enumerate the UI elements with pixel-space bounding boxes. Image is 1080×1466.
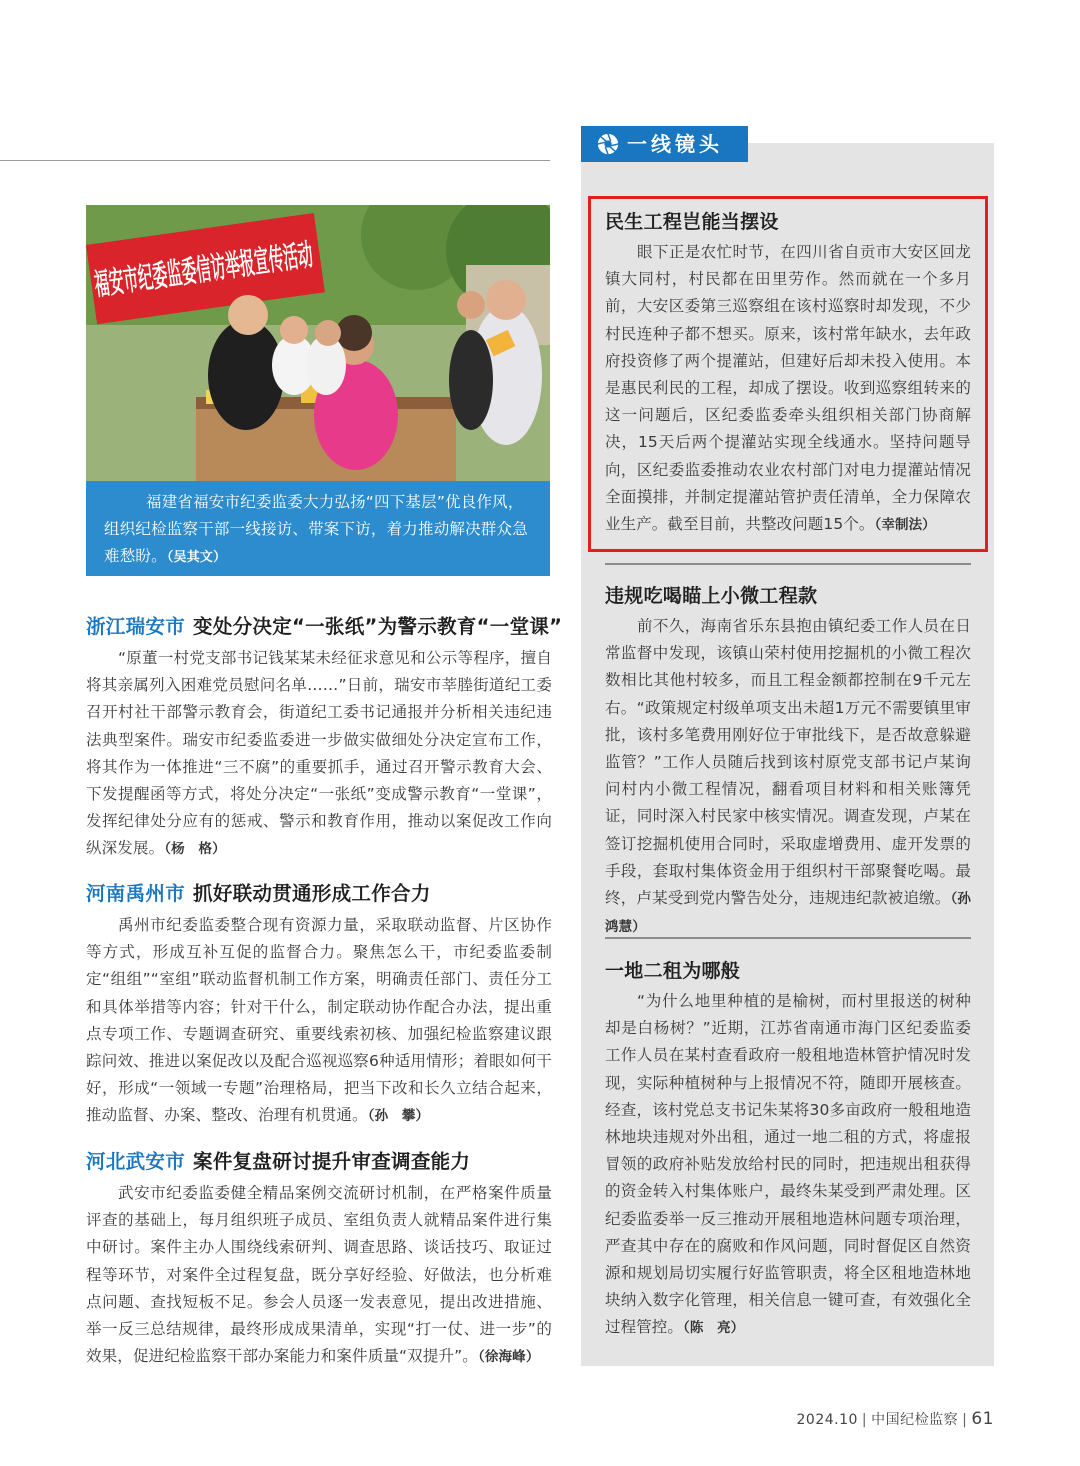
sidebar-article-3 xyxy=(605,956,971,1343)
article-author: （徐海峰） xyxy=(477,1349,540,1366)
photo-caption xyxy=(104,489,536,571)
caption-text: 福建省福安市纪委监委大力弘扬“四下基层”优良作风，组织纪检监察干部一线接访、带案下访，着力推动解决群众急难愁盼。 xyxy=(104,493,528,565)
sidebar-article-text: 前不久，海南省乐东县抱由镇纪委工作人员在日常监督中发现，该镇山荣村使用挖掘机的小微工程次数相比其他村较多，而且工程金额都控制在9千元左右。“政策规定村级单项支出未超1万元不需要镇里审批，该村多笔费用刚好位于审批线下，是否故意躲避监管？”工作人员随后找到该村原党支部书记卢某询问村内小微工程情况，翻看项目材料和相关账簿凭证，同时深入村民家中核实情况。调查发现，卢某在签订挖掘机使用合同时，采取虚增费用、虚开发票的手段，套取村集体资金用于组织村干部聚餐吃喝。最终，卢某受到党内警告处分，违规违纪款被追缴。 xyxy=(605,617,971,908)
sidebar-article-text: 眼下正是农忙时节，在四川省自贡市大安区回龙镇大同村，村民都在田里劳作。然而就在一个多月前，大安区委第三巡察组在该村巡察时却发现，不少村民连种子都不想买。原来，该村常年缺水，去年政府投资修了两个提灌站，但建好后却未投入使用。本是惠民利民的工程，却成了摆设。收到巡察组转来的这一问题后，区纪委监委牵头组织相关部门协商解决，15天后两个提灌站实现全线通水。坚持问题导向，区纪委监委推动农业农村部门对电力提灌站情况全面摸排，并制定提灌站管护责任清单，全力保障农业生产。截至目前，共整改问题15个。 xyxy=(605,243,971,534)
article-title: 抓好联动贯通形成工作合力 xyxy=(193,882,431,905)
photo-figure xyxy=(86,205,550,576)
article-author: （杨 格） xyxy=(164,841,226,858)
section-title: 一线镜头 xyxy=(627,132,723,156)
sidebar-article-author: （陈 亮） xyxy=(683,1320,745,1337)
article-author: （孙 攀） xyxy=(367,1108,430,1125)
magazine-name: 中国纪检监察 xyxy=(871,1412,959,1428)
article-text: 武安市纪委监委健全精品案例交流研讨机制，在严格案件质量评查的基础上，每月组织班子成员、室组负责人就精品案件进行集中研讨。案件主办人围绕线索研判、调查思路、谈话技巧、取证过程等环节，对案件全过程复盘，既分享好经验、好做法，也分析难点问题、查找短板不足。参会人员逐一发表意见，提出改进措施、举一反三总结规律，最终形成成果清单，实现“打一仗、进一步”的效果，促进纪检监察干部办案能力和案件质量“双提升”。 xyxy=(86,1184,552,1366)
camera-aperture-icon xyxy=(597,133,619,155)
event-photo xyxy=(86,205,550,481)
sidebar-article-2 xyxy=(605,581,971,941)
article-heading xyxy=(86,611,563,643)
top-divider xyxy=(0,160,550,161)
issue-number: 2024.10 xyxy=(796,1412,858,1428)
caption-credit: （吴其文） xyxy=(166,550,227,565)
sidebar-divider xyxy=(605,937,971,939)
sidebar-article-title: 民生工程岂能当摆设 xyxy=(605,211,779,233)
sidebar-article-body xyxy=(605,613,971,941)
page-footer xyxy=(797,1409,994,1429)
highlight-box xyxy=(588,196,988,552)
sidebar-divider xyxy=(605,563,971,565)
article-body xyxy=(86,1180,552,1371)
sidebar-article-body xyxy=(605,988,971,1343)
article-title: 案件复盘研讨提升审查调查能力 xyxy=(193,1150,471,1173)
article-yuzhou xyxy=(86,878,552,1131)
article-ruian xyxy=(86,611,563,864)
sidebar-article-title: 违规吃喝瞄上小微工程款 xyxy=(605,585,818,607)
article-region: 河南禹州市 xyxy=(86,882,186,905)
article-wuan xyxy=(86,1146,552,1371)
sidebar-article-title: 一地二租为哪般 xyxy=(605,960,741,982)
article-title: 变处分决定“一张纸”为警示教育“一堂课” xyxy=(193,615,563,638)
footer-separator: | xyxy=(962,1412,968,1428)
sidebar-article-author: （孙鸿慧） xyxy=(605,891,972,936)
article-body xyxy=(86,912,552,1131)
article-region: 河北武安市 xyxy=(86,1150,186,1173)
article-heading xyxy=(86,1146,552,1178)
sidebar-article-author: （幸制法） xyxy=(874,517,936,534)
article-body xyxy=(86,645,552,864)
sidebar-article-text: “为什么地里种植的是榆树，而村里报送的树种却是白杨树？”近期，江苏省南通市海门区纪委监委工作人员在某村查看政府一般租地造林管护情况时发现，实际种植树种与上报情况不符，随即开展核查。经查，该村党总支书记朱某将30多亩政府一般租地造林地块违规对外出租，通过一地二租的方式，将虚报冒领的政府补贴发放给村民的同时，把违规出租获得的资金转入村集体账户，最终朱某受到严肃处理。区纪委监委举一反三推动开展租地造林问题专项治理，严查其中存在的腐败和作风问题，同时督促区自然资源和规划局切实履行好监管职责，将全区租地造林地块纳入数字化管理，相关信息一键可查，有效强化全过程管控。 xyxy=(605,992,971,1337)
article-region: 浙江瑞安市 xyxy=(86,615,186,638)
footer-separator: | xyxy=(861,1412,868,1428)
sidebar-section-tab xyxy=(581,126,748,162)
article-text: 禹州市纪委监委整合现有资源力量，采取联动监督、片区协作等方式，形成互补互促的监督合力。聚焦怎么干，市纪委监委制定“组组”“室组”联动监督机制工作方案，明确责任部门、责任分工和具体举措等内容；针对干什么，制定联动协作配合办法，提出重点专项工作、专题调查研究、重要线索初核、加强纪检监察建议跟踪问效、推进以案促改以及配合巡视巡察6种适用情形；着眼如何干好，形成“一领域一专题”治理格局，把当下改和长久立结合起来，推动监督、办案、整改、治理有机贯通。 xyxy=(86,916,552,1125)
article-text: “原董一村党支部书记钱某某未经征求意见和公示等程序，擅自将其亲属列入困难党员慰问名单……”日前，瑞安市莘塍街道纪工委召开村社干部警示教育会，街道纪工委书记通报并分析相关违纪违法典型案件。瑞安市纪委监委进一步做实做细处分决定宣布工作，将其作为一体推进“三不腐”的重要抓手，通过召开警示教育大会、下发提醒函等方式，将处分决定“一张纸”变成警示教育“一堂课”，发挥纪律处分应有的惩戒、警示和教育作用，推动以案促改工作向纵深发展。 xyxy=(86,649,552,858)
article-heading xyxy=(86,878,552,910)
page-number: 61 xyxy=(971,1409,994,1429)
